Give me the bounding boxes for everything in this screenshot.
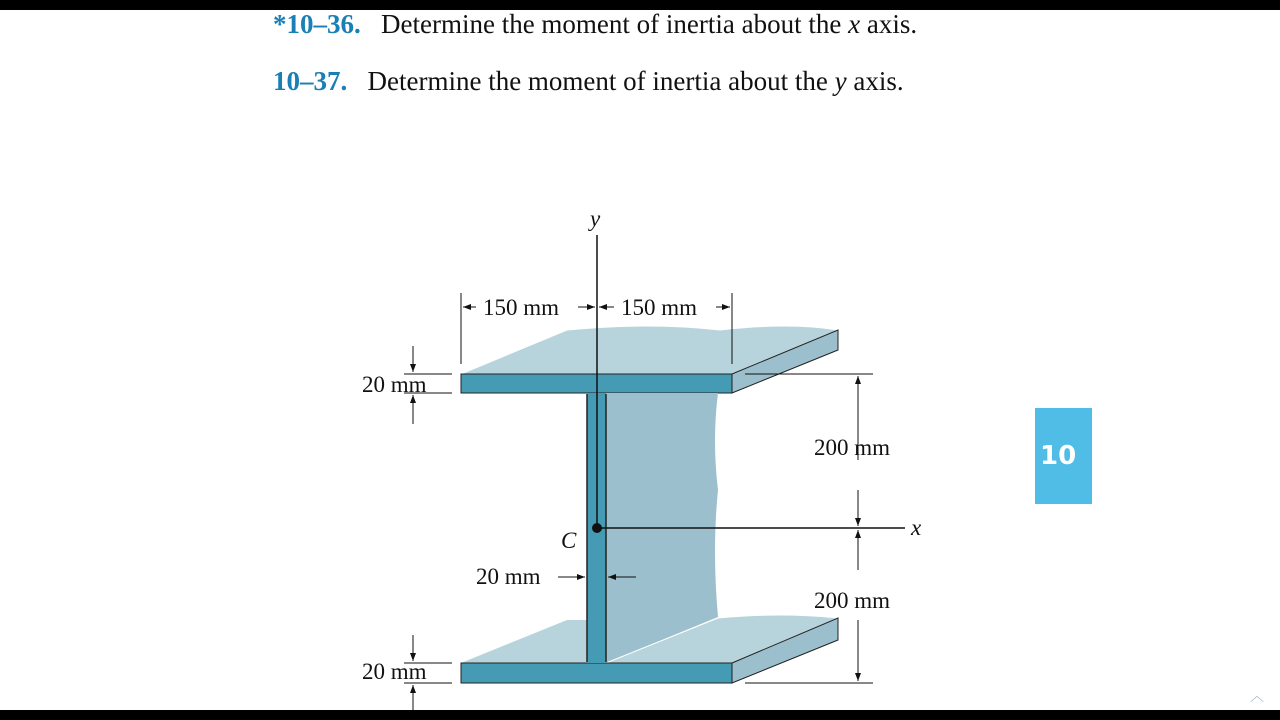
- problem-text-end: axis.: [860, 9, 918, 39]
- problem-text: Determine the moment of inertia about the: [381, 9, 849, 39]
- problem-text-end: axis.: [846, 66, 904, 96]
- problem-number: *10–36.: [273, 9, 361, 39]
- axis-var: y: [834, 66, 847, 96]
- dim-left-half: 150 mm: [483, 295, 560, 320]
- y-axis-label: y: [590, 206, 601, 231]
- problem-number: 10–37.: [273, 66, 348, 96]
- dim-right-half: 150 mm: [621, 295, 698, 320]
- dim-web: 20 mm: [476, 564, 541, 589]
- centroid-point: [592, 523, 602, 533]
- x-axis-label: x: [911, 515, 922, 540]
- dim-bottom-flange: 20 mm: [362, 659, 427, 684]
- dim-top-flange: 20 mm: [362, 372, 427, 397]
- chapter-tab: 10: [1035, 408, 1092, 504]
- axis-var: x: [848, 9, 861, 39]
- bottom-flange-top-left: [461, 620, 587, 663]
- problem-text: Determine the moment of inertia about the: [367, 66, 835, 96]
- bottom-flange-front: [461, 663, 732, 683]
- centroid-label: C: [561, 528, 577, 553]
- dim-lower-height: 200 mm: [814, 588, 891, 613]
- chevron-up-icon[interactable]: ︿: [1250, 689, 1264, 705]
- dim-upper-height: 200 mm: [814, 435, 891, 460]
